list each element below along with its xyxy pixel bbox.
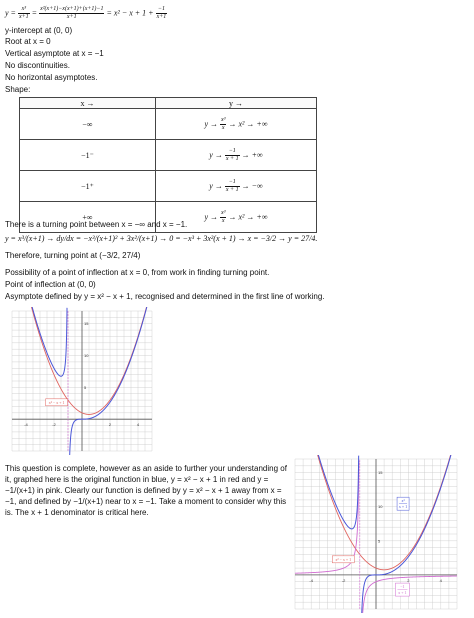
y-tick-label: 10 xyxy=(84,353,89,359)
x-tick-label: 4 xyxy=(439,577,442,583)
table-row xyxy=(20,171,317,202)
x-tick-label: 2 xyxy=(108,422,112,428)
recip-label-num: −1 xyxy=(400,584,405,590)
cubic-label-den: x + 1 xyxy=(398,504,408,510)
possibility-text: Possibility of a point of inflection at x = 0, from work in finding turning point. xyxy=(5,268,270,277)
y-tick-label: 5 xyxy=(84,384,87,390)
turning-point-text: Therefore, turning point at (−3/2, 27/4) xyxy=(5,251,141,260)
horizontal-asymptote-text: No horizontal asymptotes. xyxy=(5,73,98,82)
quad-label: x² − x + 1 xyxy=(335,556,352,562)
table-cell-y: y → $\frac{\text{x³}}{x}$ → x² → +∞ xyxy=(156,109,317,140)
discontinuities-text: No discontinuities. xyxy=(5,61,70,70)
x-tick-label: -4 xyxy=(24,422,28,428)
table-header-y: y → xyxy=(156,98,317,109)
inflection-text: Point of inflection at (0, 0) xyxy=(5,280,96,289)
cubic-label-num: x³ xyxy=(401,498,405,504)
graph-one xyxy=(8,307,156,455)
y-tick-label: 15 xyxy=(378,470,383,476)
quad-label: x² − x + 1 xyxy=(48,399,65,405)
root-text: Root at x = 0 xyxy=(5,37,51,46)
shape-label: Shape: xyxy=(5,85,31,94)
table-header-x: x → xyxy=(20,98,156,109)
graph-two xyxy=(291,455,461,613)
table-cell-y: y → $\frac{-1}{x + 1}$ → −∞ xyxy=(156,171,317,202)
fraction: $\frac{\text{x²(x+1)−x(x+1)+(x+1)−1}}{x+1}$ xyxy=(40,6,104,20)
table-cell-y: y → $\frac{-1}{x + 1}$ → +∞ xyxy=(156,140,317,171)
table-row xyxy=(20,109,317,140)
derivative-line: y = x³/(x+1) → dy/dx = −x³/(x+1)² + 3x²/(x+1) → 0 = −x³ + 3x²(x + 1) → x = −3/2 → y = 27/4. xyxy=(5,234,318,243)
fraction: $\frac{\text{x³}}{x+1}$ xyxy=(18,6,29,20)
asymptote-defined-text: Asymptote defined by y = x² − x + 1, recognised and determined in the first line of working. xyxy=(5,292,325,301)
recip-label-den: x + 1 xyxy=(398,590,407,596)
table-cell-x: −1⁻ xyxy=(20,140,156,171)
table-cell-x: −∞ xyxy=(20,109,156,140)
y-tick-label: 5 xyxy=(378,538,381,544)
turning-between-text: There is a turning point between x = −∞ and x = −1. xyxy=(5,220,188,229)
aside-paragraph: This question is complete, however as an aside to further your understanding of it, graphed here is the original function in blue, y = x² − x + 1 in red and y = −1/(x+1) in pink. Clearly our function is defined by y = x² − x + 1 away from x = −1, and defined by −1/(x+1) near to x = −1. Take a moment to consider why this is. The x + 1 denominator is critical here. xyxy=(5,464,287,517)
shape-table xyxy=(19,97,317,233)
main-equation: y = $\frac{\text{x³}}{x+1}$ = $\frac{\text{x²(x+1)−x(x+1)+(x+1)−1}}{x+1}$ = x² − x + 1 + $\frac{-1}{x+1}$ xyxy=(5,6,167,20)
x-tick-label: 2 xyxy=(407,577,410,583)
table-header-row xyxy=(20,98,317,109)
y-tick-label: 15 xyxy=(84,321,89,327)
table-cell-y: y → $\frac{\text{x³}}{x}$ → x² → +∞ xyxy=(156,202,317,233)
table-cell-x: +∞ xyxy=(20,202,156,233)
table-cell-x: −1⁺ xyxy=(20,171,156,202)
y-intercept-text: y-intercept at (0, 0) xyxy=(5,26,73,35)
x-tick-label: 4 xyxy=(136,422,140,428)
y-tick-label: 10 xyxy=(378,504,383,510)
x-tick-label: -2 xyxy=(52,422,56,428)
x-tick-label: -2 xyxy=(341,577,346,583)
table-row xyxy=(20,140,317,171)
x-tick-label: -4 xyxy=(309,577,313,583)
vertical-asymptote-text: Vertical asymptote at x = −1 xyxy=(5,49,104,58)
fraction: $\frac{-1}{x+1}$ xyxy=(156,6,167,20)
